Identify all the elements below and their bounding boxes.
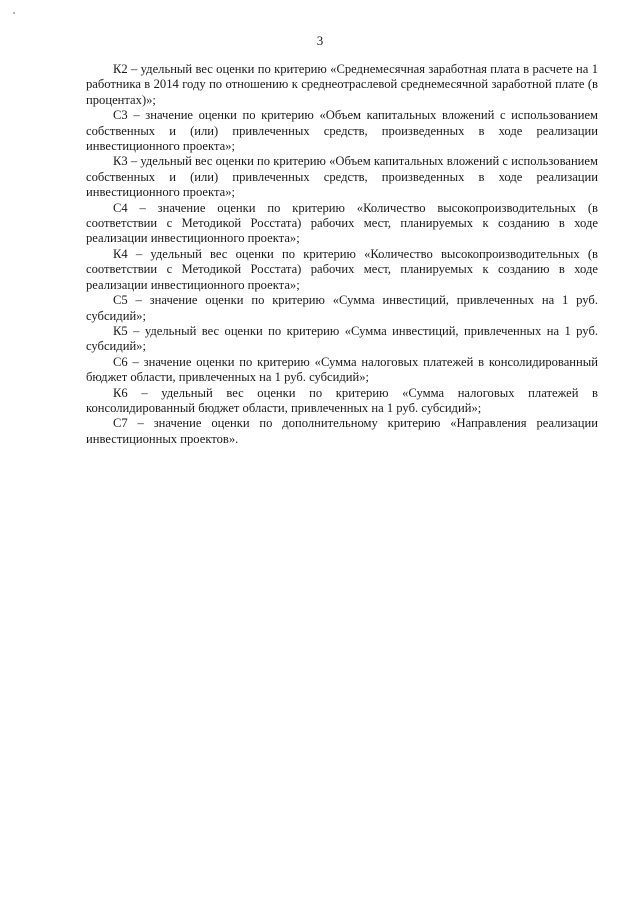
paragraph-k5: К5 – удельный вес оценки по критерию «Сумма инвестиций, привлеченных на 1 руб. субсидий»;	[86, 323, 598, 354]
scan-speck	[13, 12, 15, 14]
paragraph-k6: К6 – удельный вес оценки по критерию «Сумма налоговых платежей в консолидированный бюджет области, привлеченных на 1 руб. субсидий»;	[86, 385, 598, 415]
paragraph-c5: С5 – значение оценки по критерию «Сумма инвестиций, привлеченных на 1 руб. субсидий»;	[86, 293, 598, 323]
paragraph-k4: К4 – удельный вес оценки по критерию «Количество высокопроизводительных (в соответствии с Методикой Росстата) рабочих мест, планируемых к созданию в ходе реализации инвестиционного проекта»;	[86, 246, 598, 292]
page-number: 3	[316, 33, 324, 48]
paragraph-c4: С4 – значение оценки по критерию «Количество высокопроизводительных (в соответствии с Методикой Росстата) рабочих мест, планируемых к созданию в ходе реализации инвестиционного проекта»;	[86, 200, 598, 246]
paragraph-c3: С3 – значение оценки по критерию «Объем капитальных вложений с использованием собственных и (или) привлеченных средств, произведенных в ходе реализации инвестиционного проекта»;	[86, 108, 598, 154]
paragraph-k2: К2 – удельный вес оценки по критерию «Среднемесячная заработная плата в расчете на 1 работника в 2014 году по отношению к среднеотраслевой среднемесячной заработной плате (в процентах)»;	[86, 62, 598, 107]
paragraph-k3: К3 – удельный вес оценки по критерию «Объем капитальных вложений с использованием собственных и (или) привлеченных средств, произведенных в ходе реализации инвестиционного проекта»;	[86, 154, 598, 200]
paragraph-c6: С6 – значение оценки по критерию «Сумма налоговых платежей в консолидированный бюджет области, привлеченных на 1 руб. субсидий»;	[86, 354, 598, 385]
paragraph-c7: С7 – значение оценки по дополнительному критерию «Направления реализации инвестиционных проектов».	[86, 416, 598, 446]
body-text	[86, 62, 598, 447]
